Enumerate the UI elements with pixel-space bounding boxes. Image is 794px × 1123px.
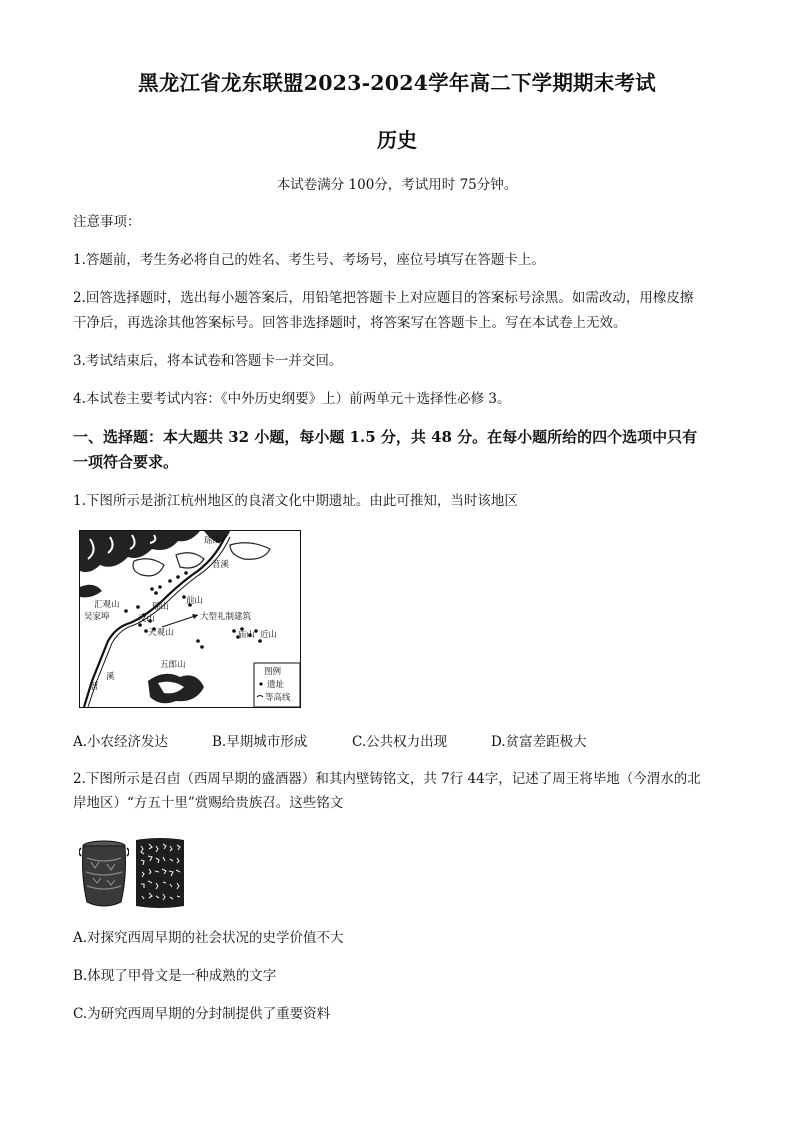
bronze-vessel-image [79,838,129,910]
question-2-option-c[interactable]: C.为研究西周早期的分封制提供了重要资料 [73,1006,331,1022]
note-item-1: 1.答题前，考生务必将自己的姓名、考生号、考场号，座位号填写在答题卡上。 [73,252,545,268]
question-1-option-c[interactable]: C.公共权力出现 [352,734,448,750]
question-1-option-a[interactable]: A.小农经济发达 [73,734,169,750]
map-label-wulangshan: 五郎山 [160,660,186,670]
section-heading-line2: 一项符合要求。 [73,453,179,471]
map-label-tianguan: 天观山 [148,628,174,638]
question-1-stem: 1.下图所示是浙江杭州地区的良渚文化中期遗址。由此可推知，当时该地区 [73,493,518,509]
map-label-yaoshan: 瑶山 [152,602,170,612]
section-heading-line1: 一、选择题：本大题共 32 小题，每小题 1.5 分，共 48 分。在每小题所给的四个选项中只有 [73,428,698,446]
map-legend-contour: 等高线 [265,693,291,703]
map-label-qianshan: 前山 [186,596,204,606]
page-title: 黑龙江省龙东联盟2023-2024学年高二下学期期末考试 [138,71,656,95]
map-label-fanshan: 反山 [138,614,156,624]
map-label-wujiabu: 吴家埠 [84,612,110,622]
map-label-river-bottom-2: 苕 [90,682,99,692]
question-1-option-d[interactable]: D.贫富差距极大 [491,734,587,750]
map-legend-site: 遗址 [267,680,285,690]
note-item-4: 4.本试卷主要考试内容：《中外历史纲要》上）前两单元＋选择性必修 3。 [73,391,511,407]
map-label-huiguan: 汇观山 [94,600,120,610]
note-item-2-line2: 干净后，再选涂其他答案标号。回答非选择题时，将答案写在答题卡上。写在本试卷上无效。 [73,315,627,331]
note-item-3: 3.考试结束后，将本试卷和答题卡一并交回。 [73,353,343,369]
question-1-option-b[interactable]: B.早期城市形成 [212,734,308,750]
question-2-stem-line1: 2.下图所示是召卣（西周早期的盛酒器）和其内壁铸铭文，共 7行 44字，记述了周王将毕地（今渭水的北 [73,771,701,787]
subject-title: 历史 [377,128,417,152]
inscription-rubbing-image [133,836,187,910]
question-1-options [73,730,733,750]
map-label-building: 大型礼制建筑 [200,612,252,622]
map-label-jinshan: 近山 [260,630,278,640]
note-item-2-line1: 2.回答选择题时，选出每小题答案后，用铅笔把答题卡上对应题目的答案标号涂黑。如需改动，用橡皮擦 [73,290,694,306]
liangzhu-site-map [79,530,301,708]
question-2-option-b[interactable]: B.体现了甲骨文是一种成熟的文字 [73,968,277,984]
notes-heading: 注意事项： [73,214,141,230]
map-legend-title: 图例 [264,667,282,677]
map-label-river-top: 苕溪 [212,560,230,570]
exam-info: 本试卷满分 100分，考试用时 75分钟。 [276,177,518,193]
question-2-stem-line2: 岸地区）“方五十里”赏赐给贵族召。这些铭文 [73,795,344,811]
map-label-miaoshan: 庙山 [238,630,256,640]
map-label-river-bottom-1: 溪 [106,672,115,682]
question-2-option-a[interactable]: A.对探究西周早期的社会状况的史学价值不大 [73,930,344,946]
map-label-peak: 瑶山 [204,536,222,546]
